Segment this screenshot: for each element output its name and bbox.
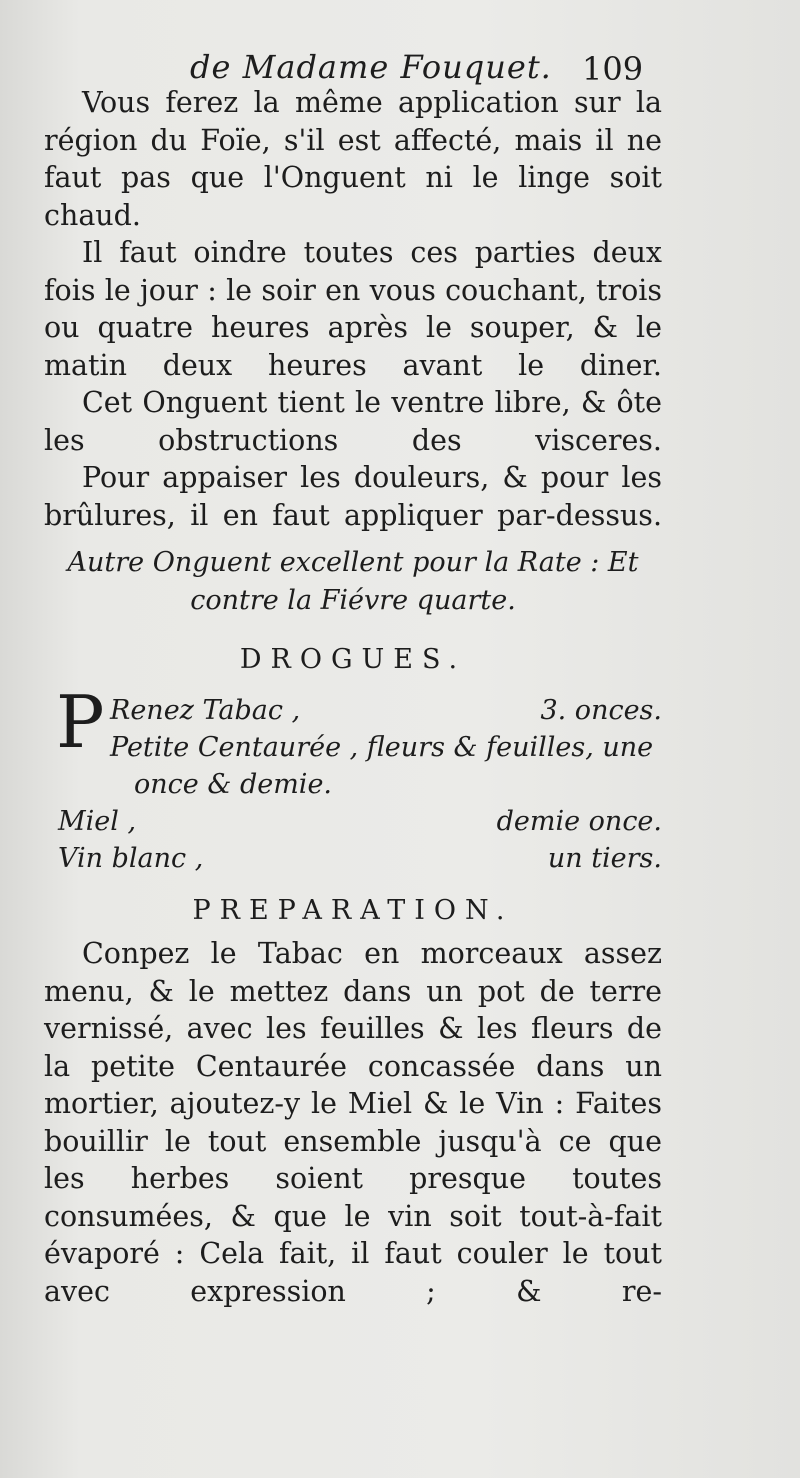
ingredient-row	[110, 692, 662, 729]
ingredient-name: Miel ,	[58, 806, 137, 837]
section-title	[44, 544, 662, 620]
ingredient-continuation: once & demie.	[134, 769, 333, 800]
drugs-heading: DROGUES.	[239, 644, 467, 675]
ingredient-name: Petite Centaurée , fleurs & feuilles, une	[110, 732, 654, 763]
paragraph-3: Cet Onguent tient le ventre libre, & ôte les obstructions des visceres.	[44, 386, 662, 457]
preparation-heading: PREPARATION.	[192, 895, 514, 926]
paragraph-4: Pour appaiser les douleurs, & pour les brûlures, il en faut appliquer par-dessus.	[44, 461, 662, 532]
preparation-text: Conpez le Tabac en morceaux assez menu, & le mettez dans un pot de terre vernissé, avec les feuilles & les fleurs de la petite Centaurée concassée dans un mortier, ajoutez-y le Miel & le Vin : Faites bouillir le tout ensemble jusqu'à ce que les herbes soient presque toutes consumées, & que le vin soit tout-à-fait évaporé : Cela fait, il faut couler le tout avec expression ; & re-	[44, 937, 662, 1308]
ingredient-name: Renez Tabac ,	[110, 695, 301, 726]
running-title: de Madame Fouquet.	[190, 48, 552, 86]
section-title-line-2: contre la Fiévre quarte.	[190, 585, 516, 616]
ingredient-list	[44, 680, 662, 877]
ingredient-row	[110, 729, 662, 766]
drop-cap: P	[56, 680, 105, 764]
drop-cap-block	[44, 680, 662, 766]
ingredient-quantity: un tiers.	[547, 843, 662, 874]
ingredient-quantity: 3. onces.	[540, 695, 662, 726]
page-body	[44, 84, 662, 1310]
ingredient-quantity: demie once.	[496, 806, 662, 837]
ingredient-row	[44, 840, 662, 877]
ingredient-name: Vin blanc ,	[58, 843, 204, 874]
page-number: 109	[582, 50, 644, 88]
paragraph-2: Il faut oindre toutes ces parties deux fois le jour : le soir en vous couchant, trois ou quatre heures après le souper, & le matin deux heures avant le diner.	[44, 236, 662, 382]
ingredient-row	[44, 803, 662, 840]
paragraph-1: Vous ferez la même application sur la région du Foïe, s'il est affecté, mais il ne faut pas que l'Onguent ni le linge soit chaud.	[44, 86, 662, 232]
section-title-line-1: Autre Onguent excellent pour la Rate : Et	[67, 547, 639, 578]
